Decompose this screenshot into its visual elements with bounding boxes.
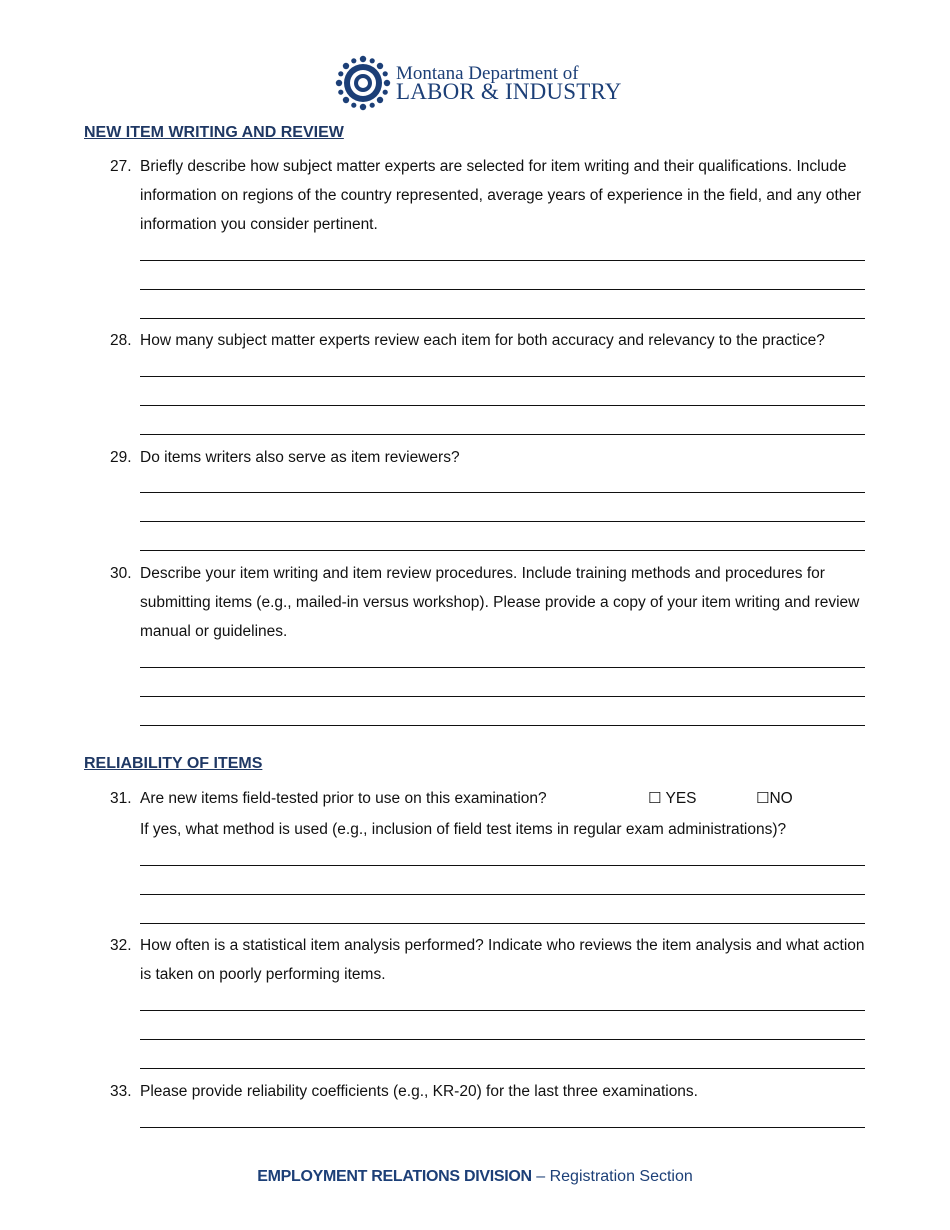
yes-label: YES: [665, 790, 697, 807]
section-heading-item-writing: NEW ITEM WRITING AND REVIEW: [84, 124, 344, 141]
question-31-followup: If yes, what method is used (e.g., inclusion of field test items in regular exam administrations)?: [140, 821, 787, 838]
question-31-number: 31.: [110, 790, 132, 807]
logo-org-line2: LABOR & INDUSTRY: [396, 79, 622, 104]
question-28-text: How many subject matter experts review each item for both accuracy and relevancy to the practice?: [140, 332, 825, 349]
answer-line[interactable]: [140, 667, 865, 668]
answer-line[interactable]: [140, 318, 865, 319]
answer-line[interactable]: [140, 376, 865, 377]
question-29-number: 29.: [110, 449, 132, 466]
page-footer: [0, 1168, 950, 1186]
yes-checkbox-icon[interactable]: ☐: [648, 789, 662, 807]
question-29-text: Do items writers also serve as item reviewers?: [140, 449, 460, 466]
question-32-number: 32.: [110, 937, 132, 954]
question-28-number: 28.: [110, 332, 132, 349]
section-heading-reliability: RELIABILITY OF ITEMS: [84, 755, 263, 772]
answer-line[interactable]: [140, 725, 865, 726]
yes-checkbox-option[interactable]: [648, 784, 697, 813]
question-33-number: 33.: [110, 1083, 132, 1100]
answer-line[interactable]: [140, 289, 865, 290]
question-27-text: Briefly describe how subject matter experts are selected for item writing and their qualifications. Include information on regions of the country represented, average years of experience in the field, and any other information you consider pertinent.: [140, 158, 862, 233]
logo-org-line1: Montana Department of: [396, 63, 579, 84]
answer-line[interactable]: [140, 521, 865, 522]
answer-line[interactable]: [140, 434, 865, 435]
answer-line[interactable]: [140, 1010, 865, 1011]
answer-line[interactable]: [140, 492, 865, 493]
footer-division: EMPLOYMENT RELATIONS DIVISION: [257, 1168, 532, 1185]
no-checkbox-icon[interactable]: ☐: [756, 789, 770, 807]
question-27-number: 27.: [110, 158, 132, 175]
question-31-text: Are new items field-tested prior to use on this examination?: [140, 790, 547, 807]
question-30-text: Describe your item writing and item review procedures. Include training methods and procedures for submitting items (e.g., mailed-in versus workshop). Please provide a copy of your item writing and review manual or guidelines.: [140, 565, 860, 640]
answer-line[interactable]: [140, 1068, 865, 1069]
answer-line[interactable]: [140, 1039, 865, 1040]
answer-line[interactable]: [140, 1127, 865, 1128]
answer-line[interactable]: [140, 923, 865, 924]
answer-line[interactable]: [140, 696, 865, 697]
gear-emblem-icon: [335, 55, 391, 111]
answer-line[interactable]: [140, 894, 865, 895]
answer-line[interactable]: [140, 405, 865, 406]
no-checkbox-option[interactable]: [756, 784, 793, 813]
question-33-text: Please provide reliability coefficients (e.g., KR-20) for the last three examinations.: [140, 1083, 698, 1100]
answer-line[interactable]: [140, 550, 865, 551]
no-label: NO: [769, 790, 793, 807]
question-30-number: 30.: [110, 565, 132, 582]
footer-section: Registration Section: [549, 1168, 693, 1185]
answer-line[interactable]: [140, 865, 865, 866]
answer-line[interactable]: [140, 260, 865, 261]
footer-separator: –: [536, 1168, 546, 1185]
department-logo: [335, 55, 625, 111]
question-32-text: How often is a statistical item analysis performed? Indicate who reviews the item analysis and what action is taken on poorly performing items.: [140, 937, 865, 983]
